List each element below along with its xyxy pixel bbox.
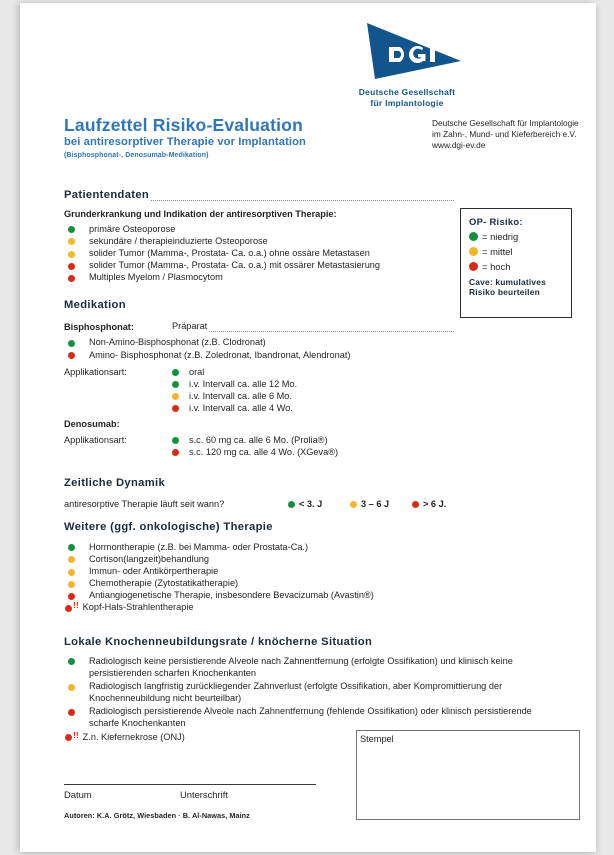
praeparat-label: Präparat <box>172 321 208 331</box>
dynamik-option[interactable] <box>412 499 446 509</box>
dynamik-option[interactable] <box>288 499 350 509</box>
list-item-label: i.v. Intervall ca. alle 6 Mo. <box>189 390 292 401</box>
list-item-label: Multiples Myelom / Plasmocytom <box>89 272 223 283</box>
list-item-label: Cortison(langzeit)behandlung <box>89 554 210 565</box>
organization-address <box>432 118 596 152</box>
bullet-green-icon[interactable] <box>172 369 179 376</box>
list-item[interactable] <box>64 349 454 361</box>
bullet-green-icon[interactable] <box>68 544 75 551</box>
double-exclamation-icon: !! <box>73 729 79 740</box>
list-item[interactable] <box>172 402 454 414</box>
cave-line2: Risiko beurteilen <box>469 287 540 297</box>
list-item[interactable] <box>64 235 454 247</box>
document-title-block <box>64 116 434 160</box>
denosumab-list <box>172 434 454 458</box>
dgi-logo-line2: für Implantologie <box>370 97 444 108</box>
address-website: www.dgi-ev.de <box>432 140 486 151</box>
list-item[interactable] <box>64 541 484 553</box>
list-item-warning[interactable] <box>64 601 484 613</box>
medikation-heading: Medikation <box>64 299 126 311</box>
bisphosphonat-list <box>64 336 454 360</box>
list-item-label: primäre Osteoporose <box>89 224 176 234</box>
list-item-label: i.v. Intervall ca. alle 4 Wo. <box>189 402 293 413</box>
list-item-label: Non-Amino-Bisphosphonat (z.B. Clodronat) <box>89 337 266 348</box>
bullet-yellow-icon[interactable] <box>68 569 75 576</box>
dgi-logo-line1: Deutsche Gesellschaft <box>358 87 456 97</box>
bullet-red-icon[interactable] <box>68 593 75 600</box>
bullet-yellow-icon <box>469 247 478 256</box>
dgi-triangle-icon <box>349 23 465 83</box>
list-item-label: s.c. 120 mg ca. alle 4 Wo. (XGeva®) <box>189 447 339 458</box>
dgi-logo <box>312 23 502 108</box>
denosumab-heading: Denosumab: <box>64 419 120 429</box>
risk-legend-label: = hoch <box>482 261 511 272</box>
list-item[interactable] <box>64 565 484 577</box>
list-item[interactable] <box>64 655 554 679</box>
bullet-red-icon[interactable] <box>172 405 179 412</box>
datum-label: Datum <box>64 789 92 800</box>
lokale-knochen-section <box>64 636 554 743</box>
list-item[interactable] <box>172 446 454 458</box>
document-page <box>20 3 596 852</box>
list-item[interactable] <box>64 247 454 259</box>
page-subtitle-small: (Bisphosphonat-, Denosumab-Medikation) <box>64 152 209 159</box>
applikationsart-list <box>172 366 454 414</box>
weitere-therapie-section <box>64 521 484 614</box>
list-item[interactable] <box>64 259 454 271</box>
list-item-label: Radiologisch keine persistierende Alveole nach Zahnentfernung (erfolgte Ossifikation) und klinisch keine persistierenden scharfen Knochenkanten <box>89 656 513 679</box>
list-item-label: Antiangiogenetische Therapie, insbesondere Bevacizumab (Avastin®) <box>89 590 374 601</box>
op-risiko-legend-box <box>460 208 572 318</box>
list-item-label: Amino- Bisphosphonat (z.B. Zoledronat, Ibandronat, Alendronat) <box>89 349 351 360</box>
risk-legend-item <box>469 246 563 257</box>
risk-legend-label: = mittel <box>482 246 513 257</box>
list-item[interactable] <box>64 577 484 589</box>
bisphosphonat-label: Bisphosphonat: <box>64 322 134 333</box>
list-item[interactable] <box>64 223 454 235</box>
bullet-red-icon[interactable] <box>68 352 75 359</box>
double-exclamation-icon: !! <box>73 600 79 611</box>
list-item[interactable] <box>64 705 554 729</box>
list-item-label: solider Tumor (Mamma-, Prostata- Ca. o.a.) mit ossärer Metastasierung <box>89 260 381 271</box>
list-item[interactable] <box>64 336 454 348</box>
list-item[interactable] <box>64 680 554 704</box>
bullet-green-icon[interactable] <box>172 437 179 444</box>
dynamik-option[interactable] <box>350 499 412 509</box>
cave-line1: Cave: kumulatives <box>469 277 546 287</box>
bullet-red-icon[interactable] <box>65 605 72 612</box>
weitere-therapie-list <box>64 541 484 614</box>
list-item-label: i.v. Intervall ca. alle 12 Mo. <box>189 378 298 389</box>
list-item-label: Hormontherapie (z.B. bei Mamma- oder Prostata-Ca.) <box>89 542 309 552</box>
bullet-green-icon[interactable] <box>68 658 75 665</box>
applikationsart-denosumab-group <box>64 434 454 458</box>
praeparat-input-line[interactable] <box>209 324 454 332</box>
dynamik-option-label: > 6 J. <box>423 499 447 510</box>
bullet-yellow-icon[interactable] <box>68 251 75 258</box>
list-item-label: Radiologisch langfristig zurückliegender Zahnverlust (erfolgte Ossifikation, aber Kompromittierung der Knochenneubildung nicht beurteilbar) <box>89 681 503 704</box>
denosumab-section <box>64 419 454 458</box>
list-item-label: Immun- oder Antikörpertherapie <box>89 566 219 577</box>
patientendaten-heading: Patientendaten <box>64 189 150 201</box>
stempel-box[interactable] <box>356 730 580 820</box>
patientendaten-leader-line[interactable] <box>151 193 454 201</box>
bullet-yellow-icon[interactable] <box>68 684 75 691</box>
applikationsart-label: Applikationsart: <box>64 366 127 377</box>
bullet-green-icon[interactable] <box>288 501 295 508</box>
grunderkrankung-list <box>64 223 454 283</box>
list-item[interactable] <box>64 589 484 601</box>
authors-credit: Autoren: K.A. Grötz, Wiesbaden · B. Al-Nawas, Mainz <box>64 811 250 820</box>
dynamik-question: antiresorptive Therapie läuft seit wann? <box>64 499 225 509</box>
list-item[interactable] <box>172 434 454 446</box>
list-item-label: Z.n. Kiefernekrose (ONJ) <box>82 731 185 742</box>
bullet-green-icon[interactable] <box>68 340 75 347</box>
bullet-yellow-icon[interactable] <box>172 393 179 400</box>
page-subtitle: bei antiresorptiver Therapie vor Implantation <box>64 136 306 148</box>
cave-note <box>469 277 563 297</box>
bullet-yellow-icon[interactable] <box>350 501 357 508</box>
bullet-green-icon[interactable] <box>68 226 75 233</box>
list-item-label: s.c. 60 mg ca. alle 6 Mo. (Prolia®) <box>189 435 328 445</box>
bullet-green-icon[interactable] <box>172 381 179 388</box>
list-item-label: oral <box>189 366 205 377</box>
bullet-red-icon[interactable] <box>172 449 179 456</box>
dgi-logo-text <box>312 87 502 108</box>
bullet-yellow-icon[interactable] <box>68 581 75 588</box>
zeitliche-dynamik-section <box>64 477 474 510</box>
grunderkrankung-subheading: Grunderkrankung und Indikation der antiresorptiven Therapie: <box>64 209 337 219</box>
bullet-green-icon <box>469 232 478 241</box>
signature-line[interactable] <box>64 784 316 785</box>
signature-row <box>64 789 364 800</box>
page-title: Laufzettel Risiko-Evaluation <box>64 115 303 135</box>
medikation-section <box>64 299 454 414</box>
bullet-red-icon[interactable] <box>68 709 75 716</box>
list-item-label: sekundäre / therapieinduzierte Osteoporose <box>89 236 268 247</box>
list-item[interactable] <box>64 553 484 565</box>
list-item[interactable] <box>64 271 454 283</box>
patientendaten-section <box>64 189 454 283</box>
risk-legend-item <box>469 261 563 272</box>
bullet-red-icon[interactable] <box>65 734 72 741</box>
op-risiko-title: OP- Risiko: <box>469 216 523 227</box>
list-item[interactable] <box>172 378 454 390</box>
list-item-label: Kopf-Hals-Strahlentherapie <box>82 602 194 613</box>
risk-legend-item <box>469 231 563 242</box>
address-line2: im Zahn-, Mund- und Kieferbereich e.V. <box>432 129 577 140</box>
address-line1: Deutsche Gesellschaft für Implantologie <box>432 118 579 128</box>
dynamik-option-label: < 3. J <box>299 499 323 510</box>
bullet-red-icon[interactable] <box>412 501 419 508</box>
applikationsart-bisphosphonat-group <box>64 366 454 414</box>
dgi-logo-mark <box>349 23 465 83</box>
list-item-label: Radiologisch persistierende Alveole nach Zahnentfernung (fehlende Ossifikation) oder klinisch persistierende scharfe Knochenkanten <box>89 706 532 729</box>
zeitliche-dynamik-heading: Zeitliche Dynamik <box>64 477 166 489</box>
unterschrift-label: Unterschrift <box>180 789 228 800</box>
dynamik-option-label: 3 – 6 J <box>361 499 390 510</box>
list-item-label: solider Tumor (Mamma-, Prostata- Ca. o.a.) ohne ossäre Metastasen <box>89 248 370 259</box>
bullet-red-icon <box>469 262 478 271</box>
applikationsart-label: Applikationsart: <box>64 435 127 445</box>
bullet-yellow-icon[interactable] <box>68 238 75 245</box>
weitere-therapie-heading: Weitere (ggf. onkologische) Therapie <box>64 521 273 533</box>
lokale-knochen-heading: Lokale Knochenneubildungsrate / knöcherne Situation <box>64 636 373 648</box>
risk-legend-label: = niedrig <box>482 231 519 242</box>
stempel-label: Stempel <box>360 734 394 744</box>
list-item[interactable] <box>172 366 454 378</box>
list-item[interactable] <box>172 390 454 402</box>
bullet-red-icon[interactable] <box>68 263 75 270</box>
bullet-red-icon[interactable] <box>68 275 75 282</box>
list-item-label: Chemotherapie (Zytostatikatherapie) <box>89 578 239 589</box>
bullet-yellow-icon[interactable] <box>68 556 75 563</box>
